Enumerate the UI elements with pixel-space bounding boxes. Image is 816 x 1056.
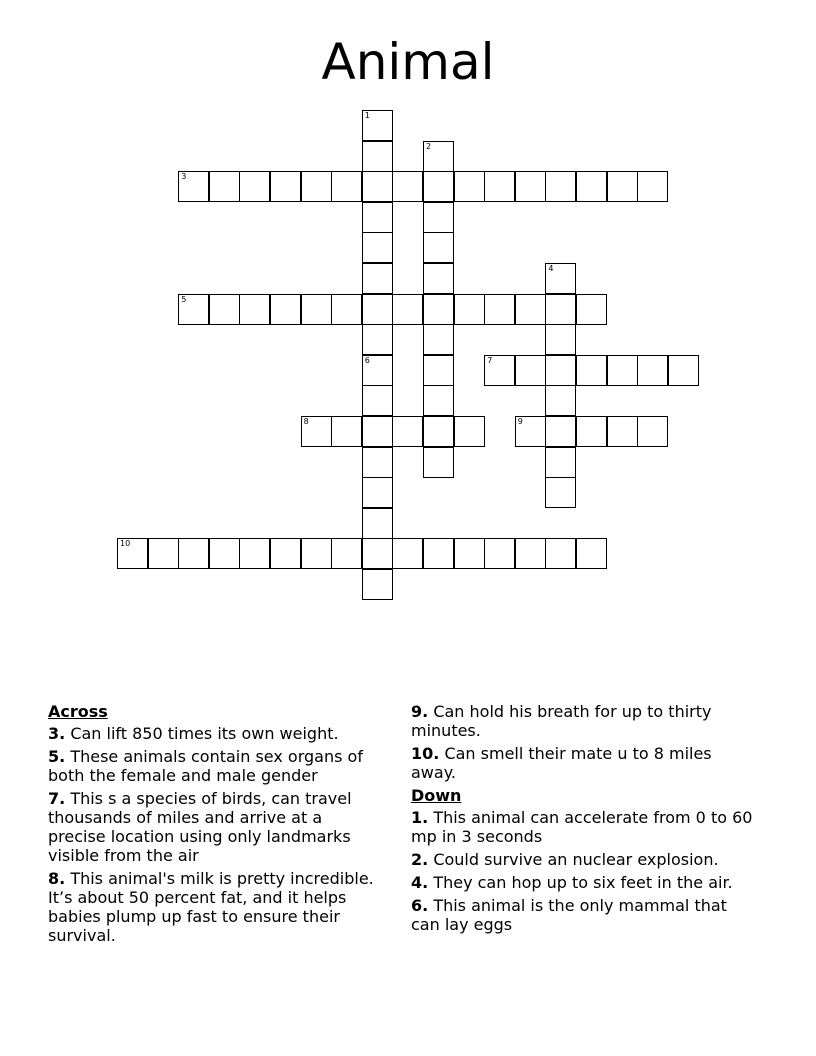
across-clue-list — [48, 724, 383, 945]
grid-cell[interactable] — [239, 538, 270, 569]
grid-cell[interactable] — [515, 171, 546, 202]
grid-cell[interactable] — [301, 171, 332, 202]
grid-cell[interactable] — [362, 324, 393, 355]
grid-cell[interactable] — [362, 385, 393, 416]
grid-cell[interactable] — [545, 477, 576, 508]
clue-item — [411, 744, 756, 782]
grid-cell[interactable] — [454, 294, 485, 325]
grid-cell[interactable] — [423, 416, 454, 447]
grid-cell[interactable] — [301, 416, 332, 447]
clue-item — [48, 869, 383, 945]
grid-cell[interactable] — [239, 171, 270, 202]
clue-item — [411, 702, 756, 740]
clue-item-number: 6. — [411, 896, 429, 915]
grid-cell[interactable] — [545, 324, 576, 355]
grid-cell[interactable] — [423, 355, 454, 386]
clue-number: 2 — [426, 141, 432, 151]
clue-item — [411, 808, 756, 846]
grid-cell[interactable] — [178, 171, 209, 202]
grid-cell[interactable] — [515, 355, 546, 386]
grid-cell[interactable] — [270, 538, 301, 569]
clue-item-number: 5. — [48, 747, 66, 766]
clue-item-number: 2. — [411, 850, 429, 869]
grid-cell[interactable] — [607, 171, 638, 202]
grid-cell[interactable] — [423, 232, 454, 263]
clue-item — [411, 850, 756, 869]
clue-item-number: 4. — [411, 873, 429, 892]
clue-number: 6 — [364, 355, 370, 365]
grid-cell[interactable] — [576, 538, 607, 569]
grid-cell[interactable] — [484, 355, 515, 386]
grid-cell[interactable] — [362, 263, 393, 294]
grid-cell[interactable] — [331, 294, 362, 325]
grid-cell[interactable] — [484, 171, 515, 202]
grid-cell[interactable] — [362, 355, 393, 386]
clue-item-text: Can smell their mate u to 8 miles away. — [411, 744, 712, 782]
grid-cell[interactable] — [362, 232, 393, 263]
grid-cell[interactable] — [392, 538, 423, 569]
clue-item-text: This animal's milk is pretty incredible. It’s about 50 percent fat, and it helps babies plump up fast to ensure their survival. — [48, 869, 374, 945]
grid-cell[interactable] — [576, 355, 607, 386]
grid-cell[interactable] — [362, 171, 393, 202]
grid-cell[interactable] — [362, 202, 393, 233]
grid-cell[interactable] — [423, 324, 454, 355]
grid-cell[interactable] — [454, 538, 485, 569]
grid-cell[interactable] — [117, 538, 148, 569]
grid-cell[interactable] — [545, 447, 576, 478]
clue-item-number: 1. — [411, 808, 429, 827]
clue-item-text: This animal can accelerate from 0 to 60 mp in 3 seconds — [411, 808, 753, 846]
grid-cell[interactable] — [607, 355, 638, 386]
grid-cell[interactable] — [209, 538, 240, 569]
grid-cell[interactable] — [607, 416, 638, 447]
grid-cell[interactable] — [301, 294, 332, 325]
grid-cell[interactable] — [423, 385, 454, 416]
grid-cell[interactable] — [362, 508, 393, 539]
grid-cell[interactable] — [362, 141, 393, 172]
clue-item-number: 10. — [411, 744, 440, 763]
clue-item — [48, 789, 383, 865]
grid-cell[interactable] — [178, 294, 209, 325]
grid-cell[interactable] — [576, 416, 607, 447]
grid-cell[interactable] — [423, 447, 454, 478]
grid-cell[interactable] — [423, 263, 454, 294]
grid-cell[interactable] — [423, 294, 454, 325]
grid-cell[interactable] — [148, 538, 179, 569]
grid-cell[interactable] — [545, 294, 576, 325]
grid-cell[interactable] — [178, 538, 209, 569]
grid-cell[interactable] — [545, 416, 576, 447]
grid-cell[interactable] — [668, 355, 699, 386]
grid-cell[interactable] — [545, 355, 576, 386]
clues-left-column — [48, 702, 383, 949]
grid-cell[interactable] — [637, 416, 668, 447]
clue-item — [48, 724, 383, 743]
grid-cell[interactable] — [454, 416, 485, 447]
grid-cell[interactable] — [331, 416, 362, 447]
grid-cell[interactable] — [484, 294, 515, 325]
clue-item-text: They can hop up to six feet in the air. — [433, 873, 733, 892]
clue-number: 9 — [517, 417, 523, 426]
clue-item — [411, 896, 756, 934]
grid-cell[interactable] — [331, 171, 362, 202]
clue-item — [48, 747, 383, 785]
grid-cell[interactable] — [209, 171, 240, 202]
grid-cell[interactable] — [362, 538, 393, 569]
grid-cell[interactable] — [362, 294, 393, 325]
clue-item-text: Can hold his breath for up to thirty minutes. — [411, 702, 712, 740]
grid-cell[interactable] — [576, 294, 607, 325]
grid-cell[interactable] — [545, 171, 576, 202]
clue-item-text: Can lift 850 times its own weight. — [70, 724, 339, 743]
grid-cell[interactable] — [362, 110, 393, 141]
grid-cell[interactable] — [331, 538, 362, 569]
grid-cell[interactable] — [362, 447, 393, 478]
clue-item-text: This animal is the only mammal that can lay eggs — [411, 896, 727, 934]
grid-cell[interactable] — [515, 416, 546, 447]
clue-item-number: 9. — [411, 702, 429, 721]
clue-item-number: 8. — [48, 869, 66, 888]
clue-item-text: This s a species of birds, can travel thousands of miles and arrive at a precise location using only landmarks visible from the air — [48, 789, 352, 865]
across-heading: Across — [48, 702, 108, 721]
clue-item-text: These animals contain sex organs of both the female and male gender — [48, 747, 363, 785]
clue-item-number: 7. — [48, 789, 66, 808]
clue-item-number: 3. — [48, 724, 66, 743]
down-heading: Down — [411, 786, 462, 805]
grid-cell[interactable] — [576, 171, 607, 202]
grid-cell[interactable] — [362, 477, 393, 508]
grid-cell[interactable] — [545, 263, 576, 294]
grid-cell[interactable] — [270, 294, 301, 325]
grid-cell[interactable] — [515, 538, 546, 569]
grid-cell[interactable] — [392, 171, 423, 202]
grid-cell[interactable] — [545, 385, 576, 416]
grid-cell[interactable] — [423, 171, 454, 202]
grid-cell[interactable] — [209, 294, 240, 325]
grid-cell[interactable] — [301, 538, 332, 569]
grid-cell[interactable] — [423, 202, 454, 233]
grid-cell[interactable] — [545, 538, 576, 569]
clue-number: 3 — [181, 172, 187, 182]
clue-item-text: Could survive an nuclear explosion. — [433, 850, 719, 869]
clues-right-column — [411, 702, 756, 938]
clue-number: 7 — [487, 355, 493, 365]
grid-cell[interactable] — [423, 141, 454, 172]
grid-cell[interactable] — [362, 416, 393, 447]
grid-cell[interactable] — [515, 294, 546, 325]
down-clue-list — [411, 808, 756, 934]
grid-cell[interactable] — [392, 416, 423, 447]
grid-cell[interactable] — [423, 538, 454, 569]
clue-number: 4 — [548, 264, 554, 273]
puzzle-title: Animal — [321, 33, 495, 91]
grid-cell[interactable] — [454, 171, 485, 202]
grid-cell[interactable] — [637, 355, 668, 386]
clue-item — [411, 873, 756, 892]
grid-cell[interactable] — [637, 171, 668, 202]
grid-cell[interactable] — [270, 171, 301, 202]
clue-number: 8 — [303, 417, 309, 426]
grid-cell[interactable] — [392, 294, 423, 325]
grid-cell[interactable] — [362, 569, 393, 600]
grid-cell[interactable] — [239, 294, 270, 325]
clue-number: 1 — [364, 111, 370, 120]
clue-number: 5 — [181, 294, 187, 304]
across-clue-list-continued — [411, 702, 756, 782]
clue-number: 10 — [120, 539, 131, 549]
grid-cell[interactable] — [484, 538, 515, 569]
